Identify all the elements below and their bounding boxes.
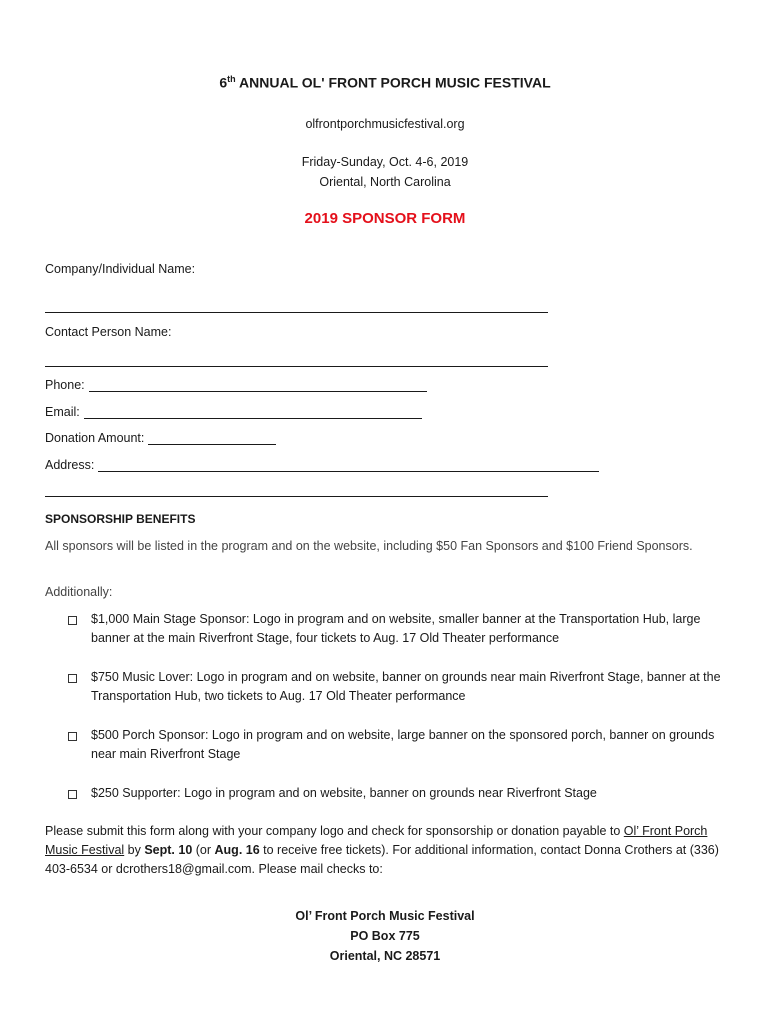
company-field[interactable]	[45, 312, 548, 313]
phone-field[interactable]	[89, 378, 427, 392]
event-dates: Friday-Sunday, Oct. 4-6, 2019	[301, 155, 469, 169]
option-1000	[68, 610, 728, 648]
mailing-box: PO Box 775	[350, 929, 420, 943]
option-250	[68, 784, 728, 803]
email-field[interactable]	[84, 405, 422, 419]
donation-row	[45, 431, 276, 445]
page-title: 6th ANNUAL OL' FRONT PORCH MUSIC FESTIVAL	[219, 74, 551, 91]
payee-name: Ol’ Front Porch Music Festival	[45, 824, 708, 857]
additionally-label: Additionally:	[45, 585, 113, 599]
mailing-name: Ol’ Front Porch Music Festival	[295, 909, 475, 923]
phone-label: Phone:	[45, 378, 85, 392]
option-500	[68, 726, 728, 764]
option-250-text: $250 Supporter: Logo in program and on website, banner on grounds near Riverfront Stage	[91, 786, 597, 800]
email-label: Email:	[45, 405, 80, 419]
address-row	[45, 458, 599, 472]
option-500-text: $500 Porch Sponsor: Logo in program and on website, large banner on the sponsored porch, banner on grounds near main Riverfront Stage	[91, 728, 715, 761]
checkbox-500[interactable]	[68, 732, 77, 741]
website-text: olfrontporchmusicfestival.org	[305, 117, 465, 131]
phone-row	[45, 378, 427, 392]
checkbox-1000[interactable]	[68, 616, 77, 625]
email-row	[45, 405, 422, 419]
donation-label: Donation Amount:	[45, 431, 145, 445]
contact-label: Contact Person Name:	[45, 325, 172, 339]
option-750	[68, 668, 728, 706]
contact-field[interactable]	[45, 366, 548, 367]
company-label: Company/Individual Name:	[45, 262, 196, 276]
submit-instructions: Please submit this form along with your company logo and check for sponsorship or donation payable to Ol’ Front Porch Music Festival by Sept. 10 (or Aug. 16 to receive free tickets). For additional information, contact Donna Crothers at (336) 403-6534 or dcrothers18@gmail.com. Please mail checks to:	[45, 824, 719, 876]
benefits-intro: All sponsors will be listed in the program and on the website, including $50 Fan Sponsors and $100 Friend Sponsors.	[45, 539, 693, 553]
event-location: Oriental, North Carolina	[319, 175, 451, 189]
option-750-text: $750 Music Lover: Logo in program and on website, banner on grounds near main Riverfront Stage, banner at the Transportation Hub, two tickets to Aug. 17 Old Theater performance	[91, 670, 721, 703]
benefits-heading: SPONSORSHIP BENEFITS	[45, 512, 196, 526]
address-field-line2[interactable]	[45, 496, 548, 497]
mailing-address	[0, 906, 770, 966]
donation-field[interactable]	[148, 431, 276, 445]
option-1000-text: $1,000 Main Stage Sponsor: Logo in program and on website, smaller banner at the Transportation Hub, large banner at the main Riverfront Stage, four tickets to Aug. 17 Old Theater performance	[91, 612, 701, 645]
checkbox-750[interactable]	[68, 674, 77, 683]
deadline-aug: Aug. 16	[214, 843, 260, 857]
mailing-city: Oriental, NC 28571	[329, 949, 441, 963]
checkbox-250[interactable]	[68, 790, 77, 799]
address-label: Address:	[45, 458, 95, 472]
address-field[interactable]	[98, 458, 599, 472]
event-info	[0, 152, 770, 192]
deadline-sept: Sept. 10	[144, 843, 193, 857]
form-title: 2019 SPONSOR FORM	[304, 210, 466, 227]
